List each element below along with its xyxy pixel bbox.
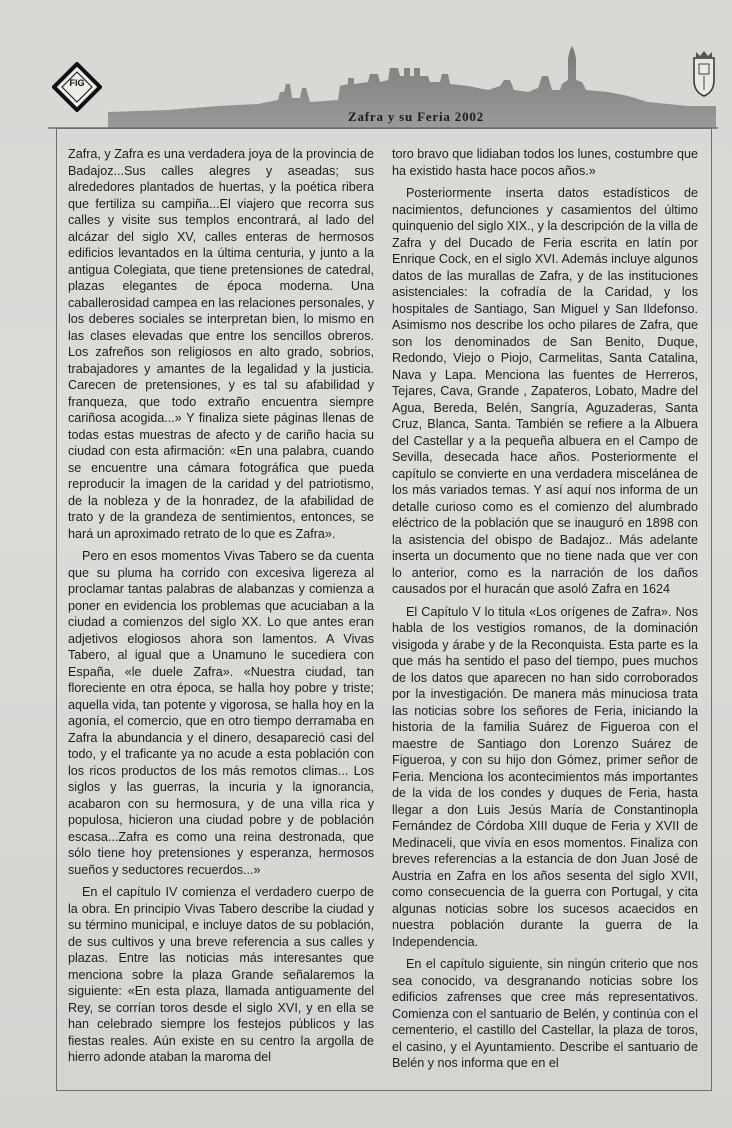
right-text-column (392, 146, 698, 1072)
coat-of-arms-icon (690, 48, 718, 98)
left-text-column (68, 146, 374, 1066)
paragraph: Posteriormente inserta datos estadísticos de nacimientos, defunciones y casamientos del último quinquenio del siglo XIX., y la descripción de la villa de Zafra y del Ducado de Feria escrita en latín por Enrique Cock, en el siglo XVI. Además incluye algunos datos de las murallas de Zafra, y de las instituciones asistenciales: la cofradía de la Caridad, y los hospitales de Santiago, San Miguel y San Ildefonso. Asimismo nos describe los ocho pilares de Zafra, que son los denominados de San Benito, Duque, Redondo, Viejo o Piojo, Carmelitas, Santa Catalina, Nava y Lapa. Menciona las fuentes de Herreros, Tejares, Cava, Grande , Zapateros, Lobato, Madre del Agua, Bereda, Belén, Sangría, Aguzaderas, Santa Cruz, Blanca, Santa. También se refiere a la Albuera del Castellar y a la pequeña albuera en el Campo de Sevilla, desecada hace años. Posteriormente el capítulo se convierte en una verdadera miscelánea de los más variados temas. Y así aquí nos informa de un detalle curioso como es el comienzo del alumbrado eléctrico de la población que se inauguró en 1898 con la asistencia del obispo de Badajoz.. Más adelante inserta un documento que no tiene nada que ver con lo anterior, como es la narración de los daños causados por el huracán que asoló Zafra en 1624 (392, 186, 698, 596)
paragraph: En el capítulo siguiente, sin ningún criterio que nos sea conocido, va desgranando noticias sobre los edificios zafrenses que cree más representativos. Comienza con el santuario de Belén, y continúa con el cementerio, el castillo del Castellar, la plaza de toros, el casino, y el Ayuntamiento. Describe el santuario de Belén y nos informa que en el (392, 957, 698, 1070)
publication-title: Zafra y su Feria 2002 (348, 109, 484, 124)
paragraph: Pero en esos momentos Vivas Tabero se da cuenta que su pluma ha corrido con excesiva ligereza al proclamar tantas palabras de alabanzas y comienza a poner en evidencia los problemas que acuciaban a la ciudad a comienzos del siglo XX. Lo que antes eran adjetivos elogiosos ahora son lamentos. A Vivas Tabero, al igual que a Unamuno le sucediera con España, «le duele Zafra». «Nuestra ciudad, tan floreciente en otra época, se halla hoy pobre y triste; aquella vida, tan potente y vigorosa, se halla hoy en la agonía, el comercio, que en otro tiempo derramaba en Zafra la abundancia y el dinero, desapareció casi del todo, y el traficante ya no acude a esta población con los ricos productos de los más remotos climas... Los siglos y las guerras, la incuria y la ignorancia, acabaron con su hermosura, y de una villa rica y populosa, hicieron una ciudad pobre y de población escasa...Zafra es como una reina destronada, que sólo tiene hoy pretensiones y esperanza, hermosos sueños y seductores recuerdos...» (68, 549, 374, 877)
paragraph: En el capítulo IV comienza el verdadero cuerpo de la obra. En principio Vivas Tabero describe la ciudad y su término municipal, e incluye datos de su población, de sus cultivos y una breve referencia a sus calles y plazas. Entre las noticias más interesantes que menciona sobre la plaza Grande señalaremos la siguiente: «En esta plaza, llamada antiguamente del Rey, se corrían toros desde el siglo XVI, y en ella se han celebrado siempre los festejos públicos y las fiestas reales. Aún existe en su centro la argolla de hierro adonde ataban la maroma del (68, 885, 374, 1064)
logo-text: FIG (69, 78, 85, 88)
paragraph: Zafra, y Zafra es una verdadera joya de la provincia de Badajoz...Sus calles alegres y aseadas; sus alrededores plantados de huertas, y la poética ribera que fertiliza su campiña...El viajero que recorra sus calles y visite sus templos encontrará, al lado del alcázar del siglo XV, calles enteras de hermosos edificios levantados en la última centuria, y junto a la antigua Colegiata, que tiene pretensiones de catedral, plazas elegantes de época moderna. Una caballerosidad campea en las relaciones personales, y los deberes sociales se interpretan bien, lo mismo en las clases elevadas que entre los sencillos obreros. Los zafreños son religiosos en alto grado, sobrios, trabajadores y amantes de la legalidad y la justicia. Carecen de pretensiones, y es tal su afabilidad y franqueza, que todo extraño encuentra siempre cariñosa acogida...» Y finaliza siete páginas llenas de todas estas muestras de afecto y de cariño hacia su ciudad con esta afirmación: «En una palabra, cuando se encuentre una cámara fotográfica que pueda reproducir la imagen de la caridad y del patriotismo, de la nobleza y de la honradez, de la afabilidad de trato y de la grandeza de sentimientos, entonces, se hará un aproximado retrato de lo que es Zafra». (68, 147, 374, 541)
paragraph: El Capítulo V lo titula «Los orígenes de Zafra». Nos habla de los vestigios romanos, de la dominación visigoda y árabe y de la Reconquista. Esta parte es la que más ha sentido el paso del tiempo, pues muchos de los datos que aparecen no han sido corroborados por la investigación. De manera más minuciosa trata las noticias sobre los señores de Feria, iniciando la historia de la familia Suárez de Figueroa con el maestre de Santiago don Lorenzo Suárez de Figueroa, y con su hijo don Gómez, primer señor de Feria. Menciona los acontecimientos más importantes de la vida de los condes y duques de Feria, hasta llegar a don Luis Jesús María de Constantinopla Fernández de Córdoba XIII duque de Feria y XVII de Medinaceli, que vivía en esos momentos. Finaliza con breves referencias a la estancia de don Juan José de Austria en Zafra en los años sesenta del siglo XVII, como consecuencia de la guerra con Portugal, y cita algunas noticias sobre los sucesos acaecidos en nuestra población durante la guerra de la Independencia. (392, 604, 698, 949)
festival-logo (52, 62, 102, 112)
page-header (48, 40, 718, 132)
paragraph: toro bravo que lidiaban todos los lunes, costumbre que ha existido hasta hace pocos años.» (392, 147, 698, 178)
